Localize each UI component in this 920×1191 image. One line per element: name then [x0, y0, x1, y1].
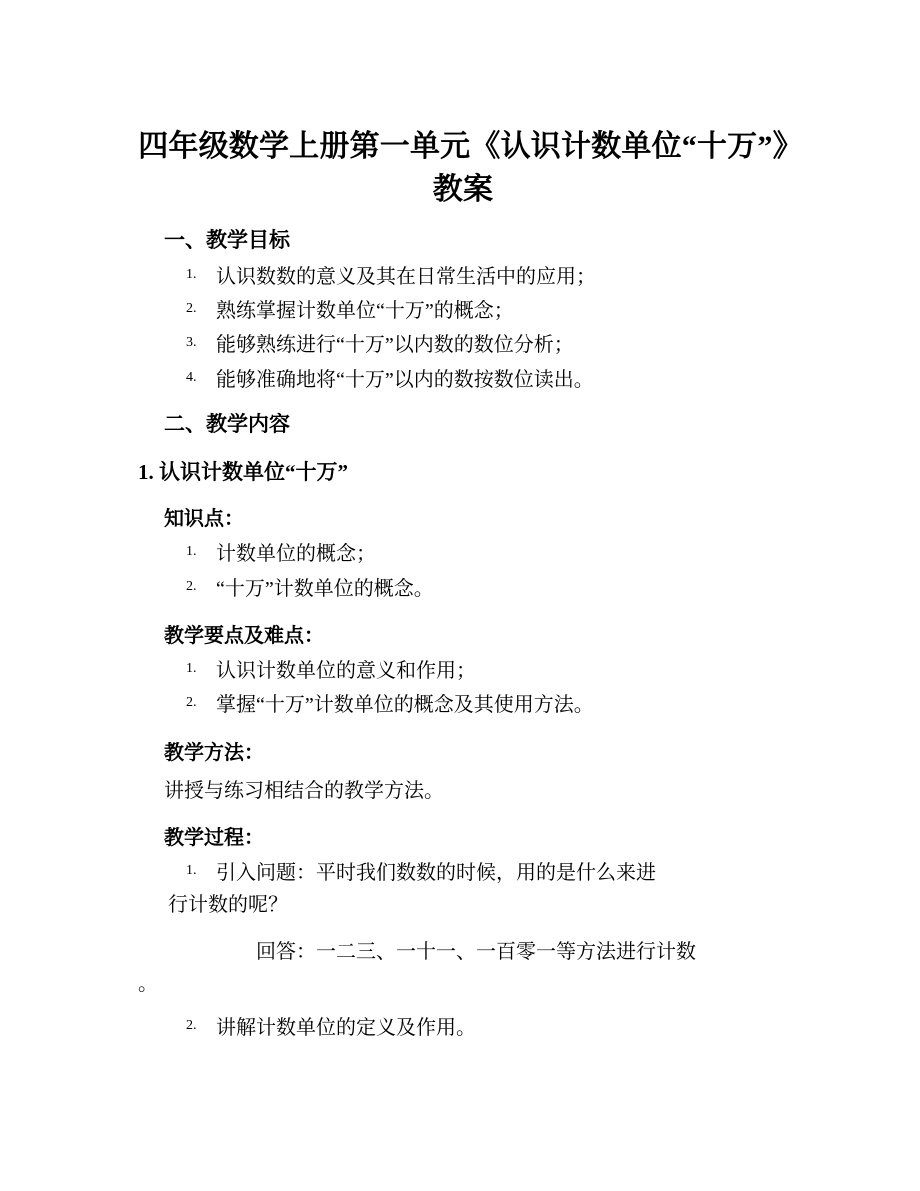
- list-item-label: 计数单位的概念；: [216, 543, 376, 566]
- list-item: [138, 364, 788, 396]
- list-key-points: [138, 655, 788, 722]
- list-marker: 3.: [186, 335, 197, 351]
- list-marker: 1.: [186, 266, 197, 282]
- list-item-label: 熟练掌握计数单位“十万”的概念；: [216, 300, 514, 323]
- list-item: [138, 573, 788, 605]
- process-step-1-line-2: 行计数的呢？: [168, 894, 288, 917]
- heading-teaching-content: 二、教学内容: [164, 412, 290, 437]
- list-item-label: 掌握“十万”计数单位的概念及其使用方法。: [216, 694, 594, 717]
- heading-teaching-goals: 一、教学目标: [164, 228, 290, 253]
- list-marker: 1.: [186, 862, 197, 878]
- list-item-label: 认识数数的意义及其在日常生活中的应用；: [216, 265, 596, 288]
- answer-line-1: 回答：一二三、一十一、一百零一等方法进行计数: [256, 940, 696, 963]
- heading-teaching-process: 教学过程：: [164, 826, 264, 849]
- list-marker: 2.: [186, 578, 197, 594]
- heading-knowledge-points: 知识点：: [164, 508, 244, 531]
- list-item-label: 认识计数单位的意义和作用；: [216, 660, 476, 683]
- paragraph-teaching-method: 讲授与练习相结合的教学方法。: [164, 779, 444, 802]
- list-marker: 4.: [186, 369, 197, 385]
- list-item: [138, 538, 788, 570]
- list-knowledge-points: [138, 538, 788, 605]
- list-item-label: 能够准确地将“十万”以内的数按数位读出。: [216, 368, 594, 391]
- heading-teaching-method: 教学方法：: [164, 741, 264, 764]
- answer-line-2: 。: [138, 972, 158, 995]
- process-step-1-line-1: 引入问题：平时我们数数的时候，用的是什么来进: [216, 861, 656, 884]
- list-marker: 2.: [186, 301, 197, 317]
- list-marker: 1.: [186, 544, 197, 560]
- page-title: 四年级数学上册第一单元《认识计数单位“十万”》教案: [138, 130, 788, 206]
- list-marker: 1.: [186, 661, 197, 677]
- list-item: [138, 655, 788, 687]
- process-step-2-label: 讲解计数单位的定义及作用。: [216, 1017, 476, 1040]
- list-marker: 2.: [186, 1018, 197, 1034]
- document-body: [138, 126, 788, 1049]
- list-item: [138, 261, 788, 293]
- list-teaching-goals: [138, 261, 788, 397]
- list-marker: 2.: [186, 695, 197, 711]
- heading-topic-unit-hundred-thousand: 1. 认识计数单位“十万”: [138, 459, 348, 484]
- list-item: [138, 689, 788, 721]
- process-step-1-answer: [138, 936, 788, 1001]
- list-item: [138, 329, 788, 361]
- process-step-1: [138, 857, 788, 922]
- list-item-label: “十万”计数单位的概念。: [216, 577, 434, 600]
- list-item: [138, 295, 788, 327]
- list-item-label: 能够熟练进行“十万”以内数的数位分析；: [216, 334, 574, 357]
- heading-key-and-difficult-points: 教学要点及难点：: [164, 625, 324, 648]
- process-step-2: [138, 1012, 788, 1044]
